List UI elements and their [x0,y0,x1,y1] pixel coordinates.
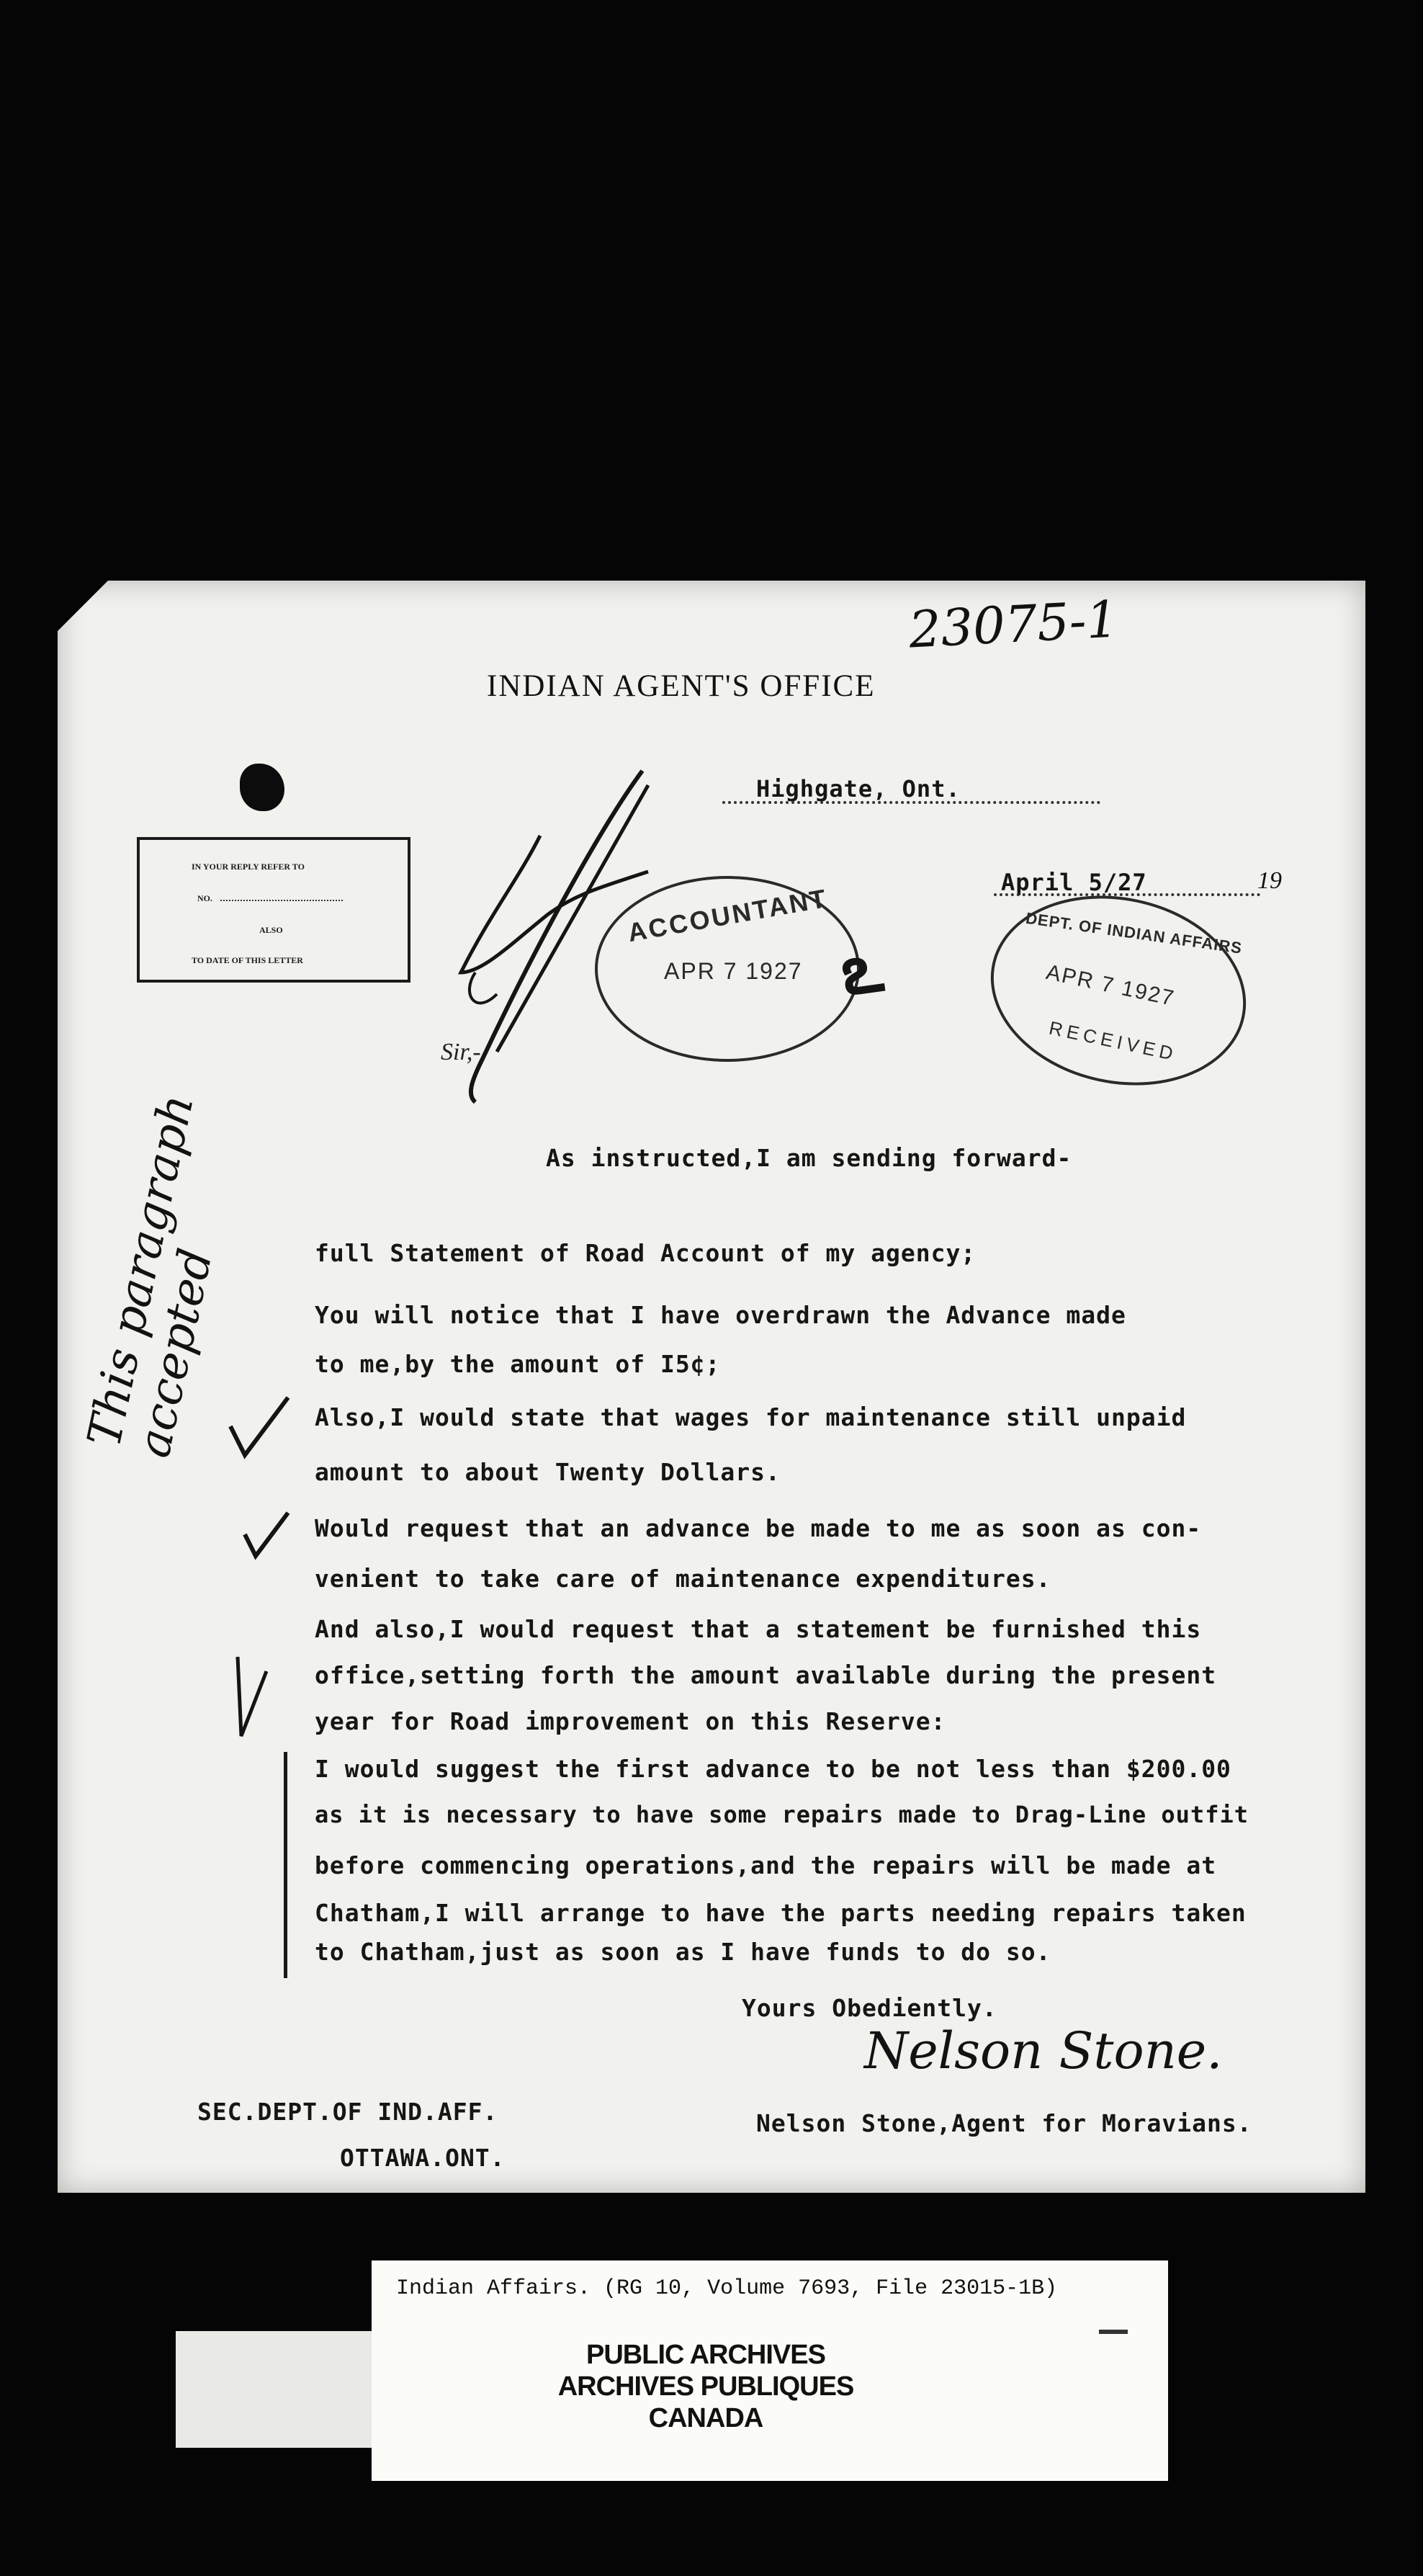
archive-line2: ARCHIVES PUBLIQUES [557,2371,854,2402]
body-line: Chatham,I will arrange to have the parts needing repairs taken [315,1899,1247,1927]
margin-bracket-line [284,1752,287,1978]
reference-box-line4: TO DATE OF THIS LETTER [192,955,303,965]
archive-reference: Indian Affairs. (RG 10, Volume 7693, File 23015-1B) [396,2276,1058,2301]
body-line: And also,I would request that a statement be furnished this [315,1615,1202,1643]
letterhead-title: INDIAN AGENT'S OFFICE [487,669,876,703]
body-line: year for Road improvement on this Reserve: [315,1707,946,1735]
reference-box [137,837,410,983]
body-line: Also,I would state that wages for maintenance still unpaid [315,1403,1187,1431]
pen-initials-scribble [432,756,763,1117]
date-dotted-line [994,893,1260,896]
addressee-line2: OTTAWA.ONT. [340,2144,506,2172]
archive-label [372,2260,1168,2481]
reference-number-blank [220,900,343,901]
dept-stamp-text: DEPT. OF INDIAN AFFAIRS [1024,908,1244,957]
location-dotted-line [722,801,1100,804]
body-line: venient to take care of maintenance expenditures. [315,1565,1051,1593]
body-line: to Chatham,just as soon as I have funds to do so. [315,1938,1051,1966]
margin-handwritten-note: This paragraph accepted [78,1090,224,1462]
body-line: office,setting forth the amount available during the present [315,1661,1217,1689]
sheet-corner [58,581,108,631]
body-line: Would request that an advance be made to me as soon as con- [315,1514,1202,1542]
reference-box-line1: IN YOUR REPLY REFER TO [192,862,305,872]
body-line: You will notice that I have overdrawn the Advance made [315,1301,1126,1329]
margin-check-marks [216,1354,302,1758]
file-number-handwritten: 23075-1 [907,589,1120,660]
body-line: amount to about Twenty Dollars. [315,1458,781,1486]
location: Highgate, Ont. [756,775,961,802]
accountant-stamp-text: ACCOUNTANT [625,882,830,948]
body-line: As instructed,I am sending forward- [546,1144,1072,1172]
body-line: before commencing operations,and the repairs will be made at [315,1851,1217,1879]
body-line: full Statement of Road Account of my agency; [315,1239,977,1267]
signature: Nelson Stone. [864,2021,1223,2080]
archive-line3: CANADA [648,2403,763,2433]
archive-label-tab [176,2331,392,2448]
dept-stamp-received: RECEIVED [1047,1016,1180,1065]
accountant-stamp-date: APR 7 1927 [664,958,803,984]
body-line: I would suggest the first advance to be not less than $200.00 [315,1755,1231,1783]
addressee-line1: SEC.DEPT.OF IND.AFF. [197,2098,498,2126]
label-mark [1099,2330,1128,2334]
body-line: as it is necessary to have some repairs made to Drag-Line outfit [315,1801,1249,1828]
archive-line1: PUBLIC ARCHIVES [586,2340,825,2370]
body-line: to me,by the amount of I5¢; [315,1350,721,1378]
date-year-prefix: 19 [1257,867,1282,894]
reference-box-line3: ALSO [259,925,283,935]
signer-name: Nelson Stone,Agent for Moravians. [756,2109,1252,2137]
dept-stamp-date: APR 7 1927 [1043,960,1177,1011]
salutation: Sir,- [441,1039,481,1065]
letter-date: April 5/27 [1001,869,1147,896]
reference-box-line2: NO. [197,893,212,903]
closing: Yours Obediently. [742,1994,997,2022]
handwritten-mark: ఽ [836,928,888,1011]
